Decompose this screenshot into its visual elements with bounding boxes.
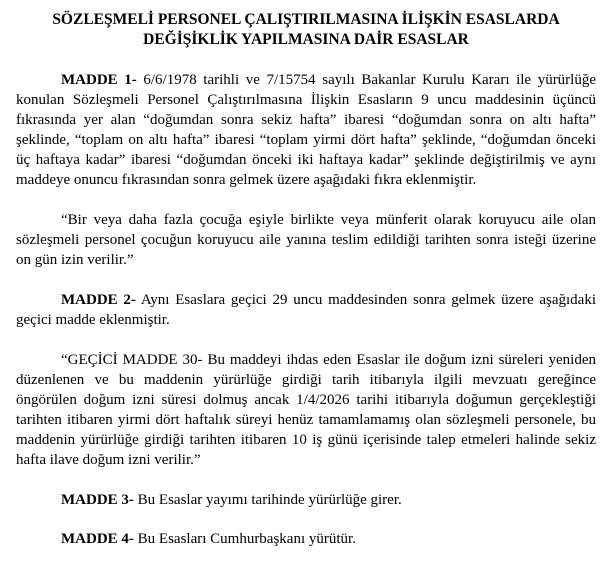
article-3-text: Bu Esaslar yayımı tarihinde yürürlüğe girer. xyxy=(133,492,402,508)
article-4-text: Bu Esasları Cumhurbaşkanı yürütür. xyxy=(133,531,356,547)
temporary-article-30: “GEÇİCİ MADDE 30- Bu maddeyi ihdas eden Esaslar ile doğum izni süreleri yeniden düzenlenen ve bu maddenin yürürlüğe girdiği tarih itibarıyla ilgili mevzuatı gereğince öngörülen doğum izni süresi dolmuş ancak 1/4/2026 tarihi itibarıyla doğumun gerçekleştiği tarihten itibaren yirmi dört haftalık süreyi henüz tamamlamamış olan sözleşmeli personele, bu maddenin yürürlüğe girdiği tarihten itibaren 10 iş günü içerisinde talep etmeleri halinde sekiz hafta ilave doğum izni verilir.” xyxy=(16,352,596,468)
article-2-label: MADDE 2- xyxy=(61,292,136,308)
article-3-label: MADDE 3- xyxy=(61,492,134,508)
article-4-label: MADDE 4- xyxy=(61,531,134,547)
article-2 xyxy=(16,290,596,330)
document-title xyxy=(16,10,596,50)
title-line-2: DEĞİŞİKLİK YAPILMASINA DAİR ESASLAR xyxy=(143,31,469,48)
article-4 xyxy=(16,529,596,549)
article-1 xyxy=(16,70,596,190)
title-line-1: SÖZLEŞMELİ PERSONEL ÇALIŞTIRILMASINA İLİŞKİN ESASLARDA xyxy=(52,11,560,28)
article-1-text: 6/6/1978 tarihli ve 7/15754 sayılı Bakanlar Kurulu Kararı ile yürürlüğe konulan Sözleşmeli Personel Çalıştırılmasına İlişkin Esasların 9 uncu maddesinin üçüncü fıkrasında yer alan “doğumdan sonra sekiz hafta” ibaresi “doğumdan sonra on altı hafta” şeklinde, “toplam on altı hafta” ibaresi “toplam yirmi dört hafta” şeklinde, “doğumdan önceki üç haftaya kadar” ibaresi “doğumdan önceki iki haftaya kadar” şeklinde değiştirilmiş ve aynı maddeye onuncu fıkrasından sonra gelmek üzere aşağıdaki fıkra eklenmiştir. xyxy=(16,72,597,188)
document-page xyxy=(16,10,596,549)
article-2-text: Aynı Esaslara geçici 29 uncu maddesinden sonra gelmek üzere aşağıdaki geçici madde eklenmiştir. xyxy=(16,292,596,328)
article-1-added-paragraph: “Bir veya daha fazla çocuğa eşiyle birlikte veya münferit olarak koruyucu aile olan sözleşmeli personel çocuğun koruyucu aile yanına teslim edildiği tarihten sonra isteği üzerine on gün izin verilir.” xyxy=(16,212,596,268)
article-3 xyxy=(16,490,596,510)
article-1-label: MADDE 1- xyxy=(61,72,137,88)
